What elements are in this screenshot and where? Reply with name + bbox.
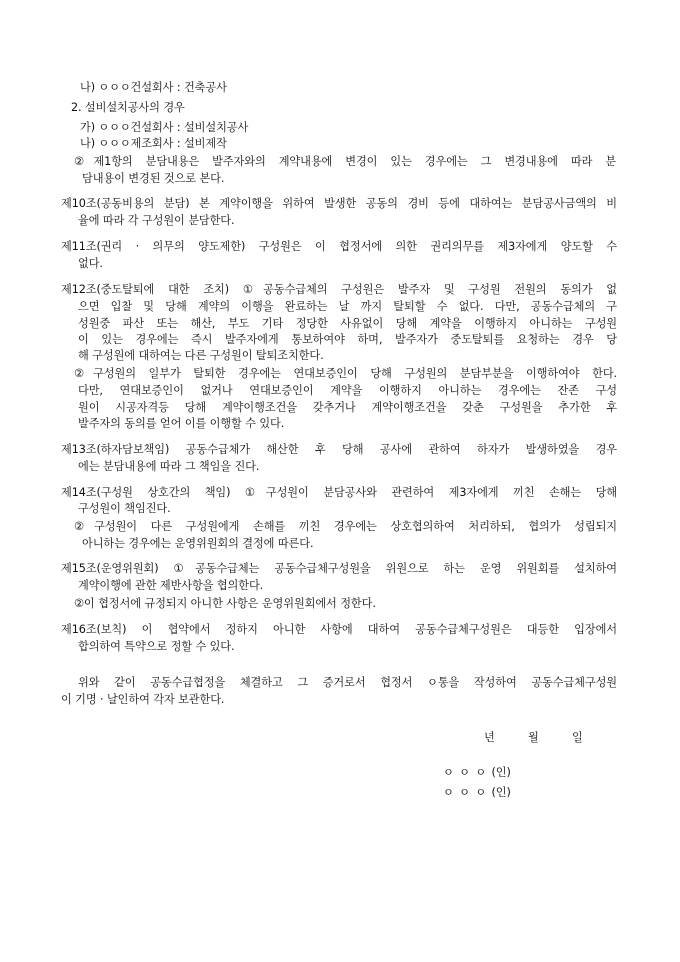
clause-line: 2. 설비설치공사의 경우 [71, 101, 185, 114]
date-year: 년 [484, 731, 495, 744]
clause-line: 가) ㅇㅇㅇ건설회사 : 설비설치공사 [80, 121, 249, 134]
article-16-line: 제16조(보칙) 이 협약에서 정하지 아니한 사항에 대하여 공동수급체구성원은 대등한 입장에서 [61, 623, 617, 636]
article-16-line: 합의하여 특약으로 정할 수 있다. [78, 640, 235, 653]
article-11-line: 없다. [78, 257, 103, 270]
article-12-line: 다만, 연대보증인이 없거나 연대보증인이 계약을 이행하지 아니하는 경우에는 잔존 구성 [78, 384, 617, 397]
article-10-line: 제10조(공동비용의 분담) 본 계약이행을 위하여 발생한 공동의 경비 등에 대하여는 분담공사금액의 비 [61, 197, 617, 210]
clause-line: 담내용이 변경된 것으로 본다. [82, 172, 225, 185]
article-15-line: 계약이행에 관한 제반사항을 협의한다. [78, 579, 264, 592]
article-14-line: 구성원이 책임진다. [78, 502, 171, 515]
article-12-line: 원이 시공자격등 당해 계약이행조건을 갖추거나 계약이행조건을 갖춘 구성원을 추가한 후 [78, 401, 617, 414]
article-12-line: ②구성원의 일부가 탈퇴한 경우에는 연대보증인이 당해 구성원의 분담부분을 이행하여야 한다. [74, 367, 617, 380]
date-line [484, 731, 583, 745]
article-12-line: 발주자의 동의를 얻어 이를 이행할 수 있다. [78, 417, 285, 430]
article-12-line: 해 구성원에 대하여는 다른 구성원이 탈퇴조치한다. [78, 349, 324, 362]
closing-line: 위와 같이 공동수급협정을 체결하고 그 증거로서 협정서 ㅇ통을 작성하여 공동수급체구성원 [78, 676, 617, 689]
article-13-line: 제13조(하자담보책임) 공동수급체가 해산한 후 당해 공사에 관하여 하자가 발생하였을 경우 [61, 443, 617, 456]
article-15-line: 제15조(운영위원회) ①공동수급체는 공동수급체구성원을 위원으로 하는 운영 위원회를 설치하여 [61, 562, 617, 575]
article-12-line: 으면 입찰 및 당해 계약의 이행을 완료하는 날 까지 탈퇴할 수 없다. 다만, 공동수급체의 구 [78, 300, 617, 313]
article-10-line: 율에 따라 각 구성원이 분담한다. [78, 214, 235, 227]
closing-line: 이 기명 · 날인하여 각자 보관한다. [61, 693, 225, 706]
date-month: 월 [528, 731, 539, 744]
signature-line: ㅇ ㅇ ㅇ (인) [443, 766, 511, 779]
article-15-line: ②이 협정서에 규정되지 아니한 사항은 운영위원회에서 정한다. [74, 597, 376, 610]
article-14-line: 아니하는 경우에는 운영위원회의 결정에 따른다. [82, 537, 314, 550]
signature-line: ㅇ ㅇ ㅇ (인) [443, 786, 511, 799]
article-12-line: 성원중 파산 또는 해산, 부도 기타 정당한 사유없이 당해 계약을 이행하지 아니하는 구성원 [78, 317, 617, 330]
article-14-line: 제14조(구성원 상호간의 책임) ①구성원이 분담공사와 관련하여 제3자에게 끼친 손해는 당해 [61, 486, 617, 499]
article-12-line: 제12조(중도탈퇴에 대한 조치) ①공동수급체의 구성원은 발주자 및 구성원 전원의 동의가 없 [61, 283, 617, 296]
clause-line: ②제1항의 분담내용은 발주자와의 계약내용에 변경이 있는 경우에는 그 변경내용에 따라 분 [74, 155, 616, 168]
article-12-line: 이 있는 경우에는 즉시 발주자에게 통보하여야 하며, 발주자가 중도탈퇴를 요청하는 경우 당 [78, 333, 617, 346]
article-11-line: 제11조(권리 · 의무의 양도제한) 구성원은 이 협정서에 의한 권리의무를 제3자에게 양도할 수 [61, 240, 617, 253]
clause-line: 나) ㅇㅇㅇ제조회사 : 설비제작 [80, 137, 227, 150]
date-day: 일 [572, 731, 583, 744]
article-13-line: 에는 분담내용에 따라 그 책임을 진다. [78, 460, 260, 473]
article-14-line: ②구성원이 다른 구성원에게 손해를 끼친 경우에는 상호협의하여 처리하되, 협의가 성립되지 [74, 520, 617, 533]
clause-line: 나) ㅇㅇㅇ건설회사 : 건축공사 [80, 81, 227, 94]
